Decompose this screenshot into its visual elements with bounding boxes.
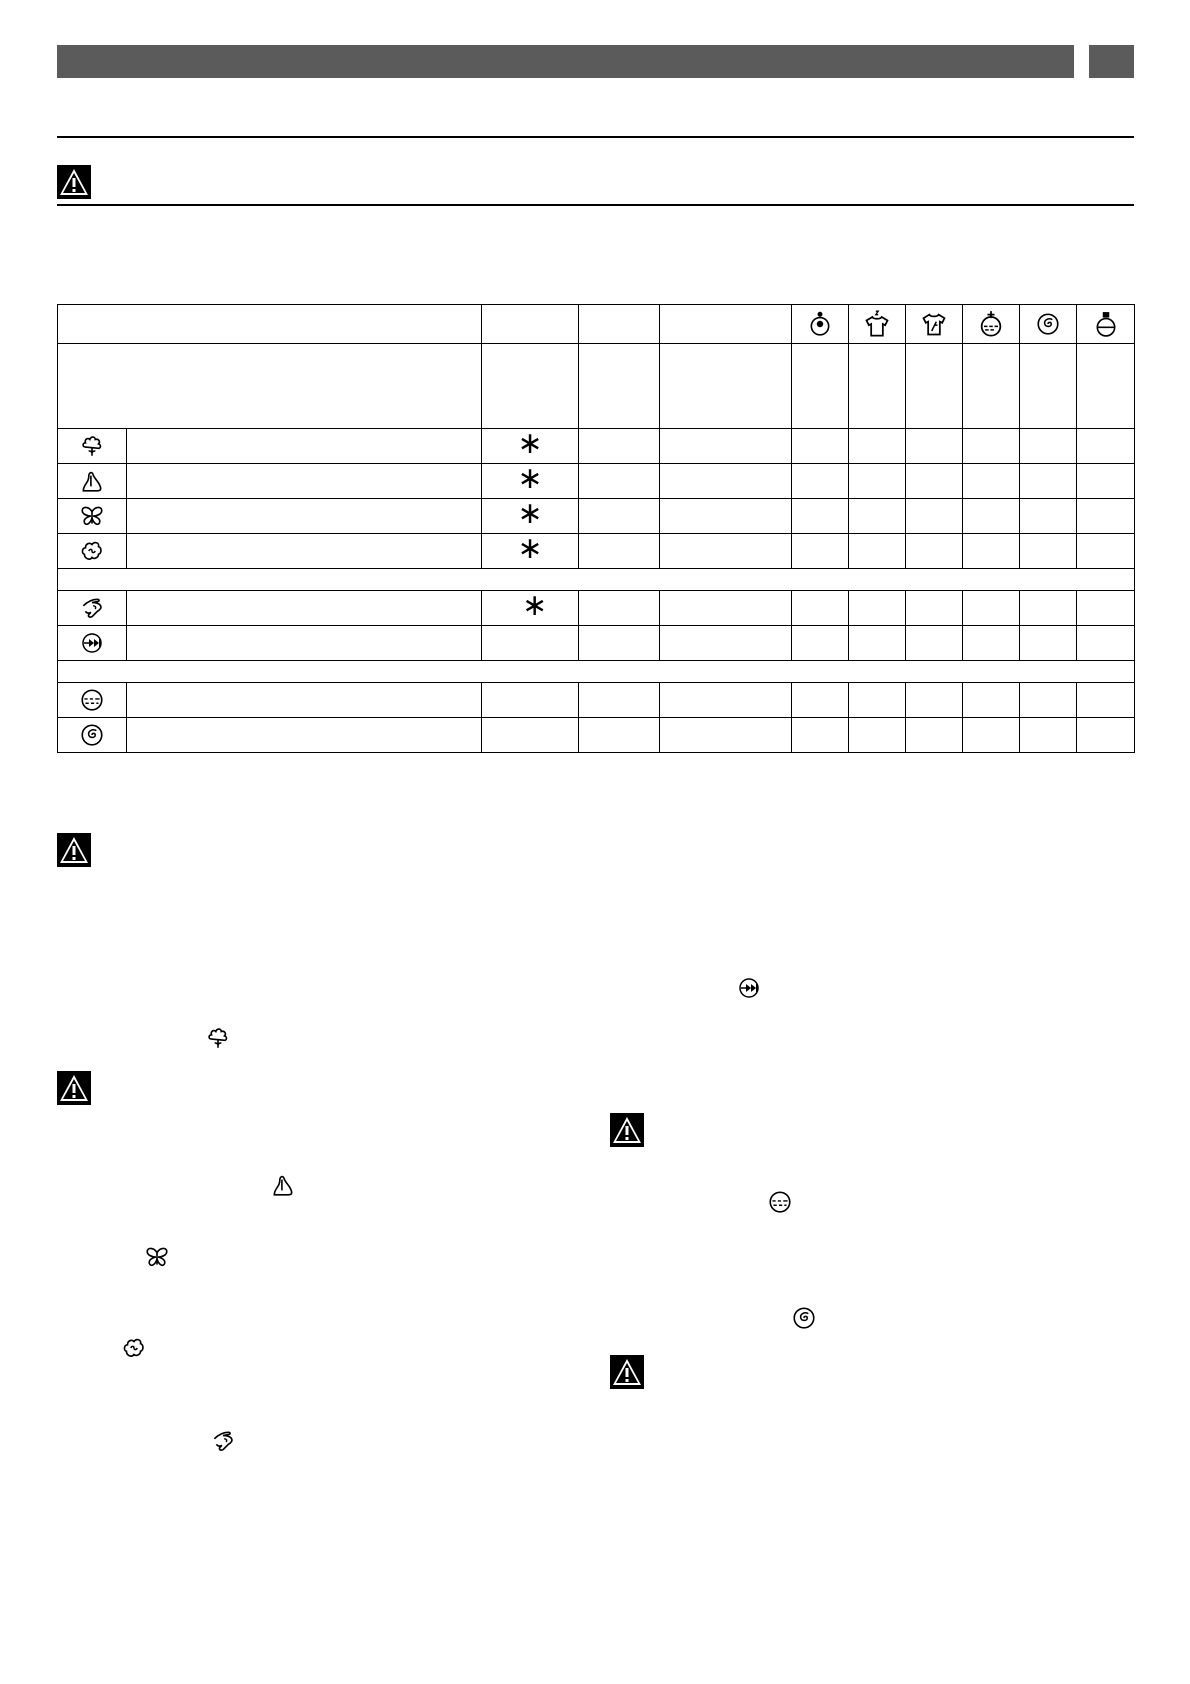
stain-icon — [807, 310, 833, 338]
header-cell — [660, 305, 792, 344]
synthetic-icon — [79, 468, 105, 494]
programme-table — [57, 304, 1135, 753]
extra-rinse-icon — [977, 310, 1005, 338]
table-subheader-row — [58, 344, 1135, 429]
spin-icon — [79, 722, 105, 748]
asterisk-mark: ∗ — [517, 496, 543, 531]
cotton-icon — [79, 433, 105, 459]
page-number-box — [1089, 45, 1134, 78]
section-top-rule — [57, 136, 1134, 138]
handwash-icon — [210, 1428, 236, 1454]
table-header-row — [58, 305, 1135, 344]
wool-icon — [79, 538, 105, 564]
section-bottom-rule — [57, 204, 1134, 206]
warning-icon — [610, 1113, 644, 1147]
wool-icon — [121, 1335, 147, 1361]
rinse-icon — [767, 1189, 793, 1215]
table-row-quick — [58, 626, 1135, 661]
handwash-icon — [79, 595, 105, 621]
asterisk-mark: ∗ — [517, 426, 543, 461]
quick-icon — [737, 976, 761, 1000]
cotton-icon — [205, 1025, 231, 1051]
warning-icon — [610, 1355, 644, 1389]
delicate-icon — [144, 1244, 170, 1270]
table-row-delicate — [58, 499, 1135, 534]
header-extrarinse-cell — [963, 305, 1020, 344]
table-row-handwash — [58, 591, 1135, 626]
ironing-shirt-icon — [920, 310, 948, 338]
shirt-hanger-icon — [863, 310, 891, 338]
warning-icon — [57, 165, 91, 199]
spin-icon — [1035, 311, 1061, 337]
table-row-rinse — [58, 683, 1135, 718]
table-separator-row — [58, 661, 1135, 683]
table-row-wool — [58, 534, 1135, 569]
table-row-cotton — [58, 429, 1135, 464]
delicate-icon — [79, 503, 105, 529]
header-cell-programme — [58, 305, 482, 344]
header-bar — [57, 45, 1074, 78]
synthetic-icon — [270, 1172, 296, 1198]
asterisk-mark: ∗ — [522, 588, 548, 623]
spin-icon — [791, 1305, 817, 1331]
header-shirt-cell — [849, 305, 906, 344]
asterisk-mark: ∗ — [517, 461, 543, 496]
drain-icon — [1093, 310, 1119, 338]
asterisk-mark: ∗ — [517, 531, 543, 566]
warning-icon — [57, 1071, 91, 1105]
header-stain-cell — [792, 305, 849, 344]
header-cell — [482, 305, 579, 344]
header-cell — [579, 305, 660, 344]
table-separator-row — [58, 569, 1135, 591]
header-drain-cell — [1077, 305, 1135, 344]
quick-icon — [80, 631, 104, 655]
warning-icon — [57, 833, 91, 867]
rinse-icon — [79, 687, 105, 713]
header-spin-cell — [1020, 305, 1077, 344]
header-iron-cell — [906, 305, 963, 344]
table-row-synthetic — [58, 464, 1135, 499]
table-row-spin — [58, 718, 1135, 753]
